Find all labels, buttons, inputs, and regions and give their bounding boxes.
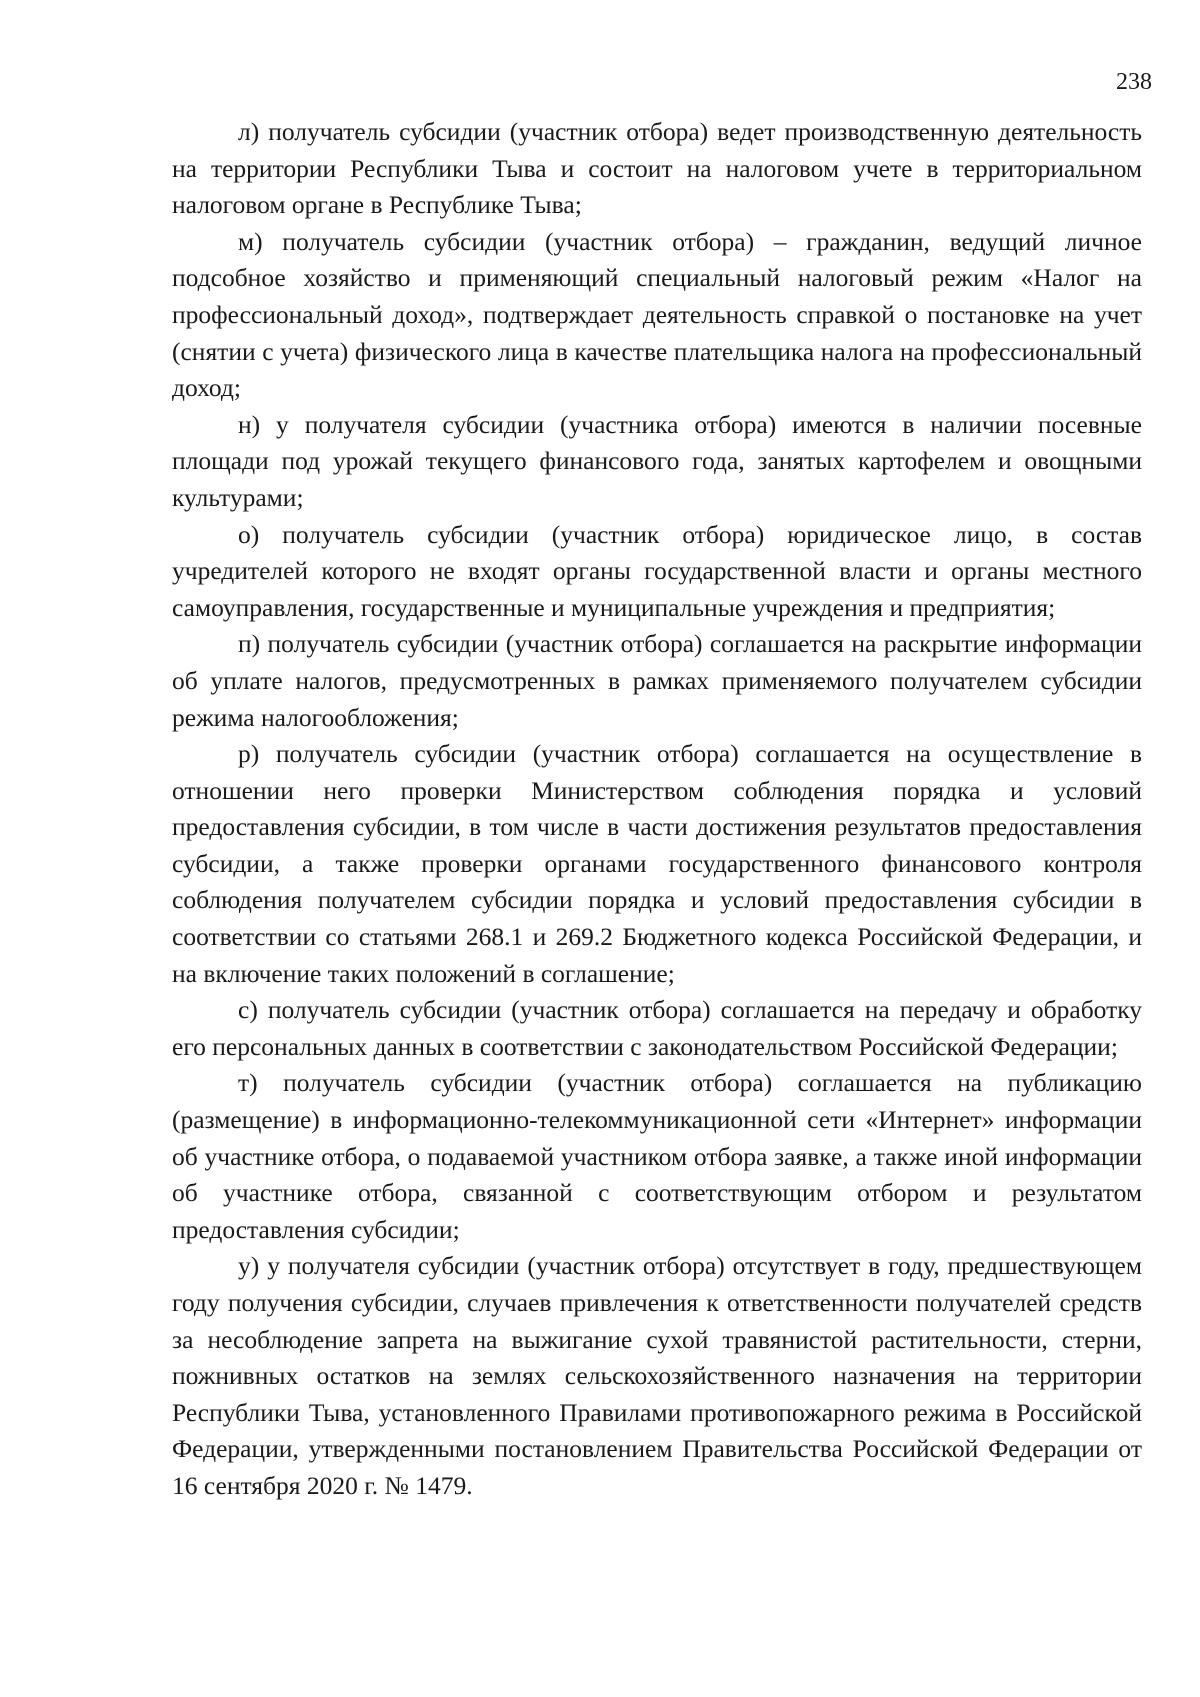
- paragraph-s: с) получатель субсидии (участник отбора) соглашается на передачу и обработку его персональных данных в соответствии с законодательством Российской Федерации;: [172, 995, 1142, 1061]
- paragraph-n: н) у получателя субсидии (участника отбора) имеются в наличии посевные площади под урожай текущего финансового года, занятых картофелем и овощными культурами;: [172, 409, 1142, 512]
- document-body: [172, 114, 1142, 1505]
- paragraph-p: п) получатель субсидии (участник отбора) соглашается на раскрытие информации об уплате налогов, предусмотренных в рамках применяемого получателем субсидии режима налогообложения;: [172, 629, 1142, 732]
- paragraph-t: т) получатель субсидии (участник отбора) соглашается на публикацию (размещение) в информационно-телекоммуникационной сети «Интернет» информации об участнике отбора, о подаваемой участником отбора заявке, а также иной информации об участнике отбора, связанной с соответствующим отбором и результатом предоставления субсидии;: [172, 1068, 1142, 1244]
- paragraph-u: у) у получателя субсидии (участник отбора) отсутствует в году, предшествующем году получения субсидии, случаев привлечения к ответственности получателей средств за несоблюдение запрета на выжигание сухой травянистой растительности, стерни, пожнивных остатков на землях сельскохозяйственного назначения на территории Республики Тыва, установленного Правилами противопожарного режима в Российской Федерации, утвержденными постановлением Правительства Российской Федерации от 16 сентября 2020 г. № 1479.: [172, 1251, 1142, 1500]
- paragraph-r: р) получатель субсидии (участник отбора) соглашается на осуществление в отношении него проверки Министерством соблюдения порядка и условий предоставления субсидии, в том числе в части достижения результатов предоставления субсидии, а также проверки органами государственного финансового контроля соблюдения получателем субсидии порядка и условий предоставления субсидии в соответствии со статьями 268.1 и 269.2 Бюджетного кодекса Российской Федерации, и на включение таких положений в соглашение;: [172, 739, 1142, 988]
- page-number: 238: [1116, 69, 1152, 95]
- paragraph-l: л) получатель субсидии (участник отбора) ведет производственную деятельность на территории Республики Тыва и состоит на налоговом учете в территориальном налоговом органе в Республике Тыва;: [172, 117, 1142, 220]
- paragraph-o: о) получатель субсидии (участник отбора) юридическое лицо, в состав учредителей которого не входят органы государственной власти и органы местного самоуправления, государственные и муниципальные учреждения и предприятия;: [172, 519, 1142, 622]
- paragraph-m: м) получатель субсидии (участник отбора) – гражданин, ведущий личное подсобное хозяйство и применяющий специальный налоговый режим «Налог на профессиональный доход», подтверждает деятельность справкой о постановке на учет (снятии с учета) физического лица в качестве плательщика налога на профессиональный доход;: [172, 226, 1142, 403]
